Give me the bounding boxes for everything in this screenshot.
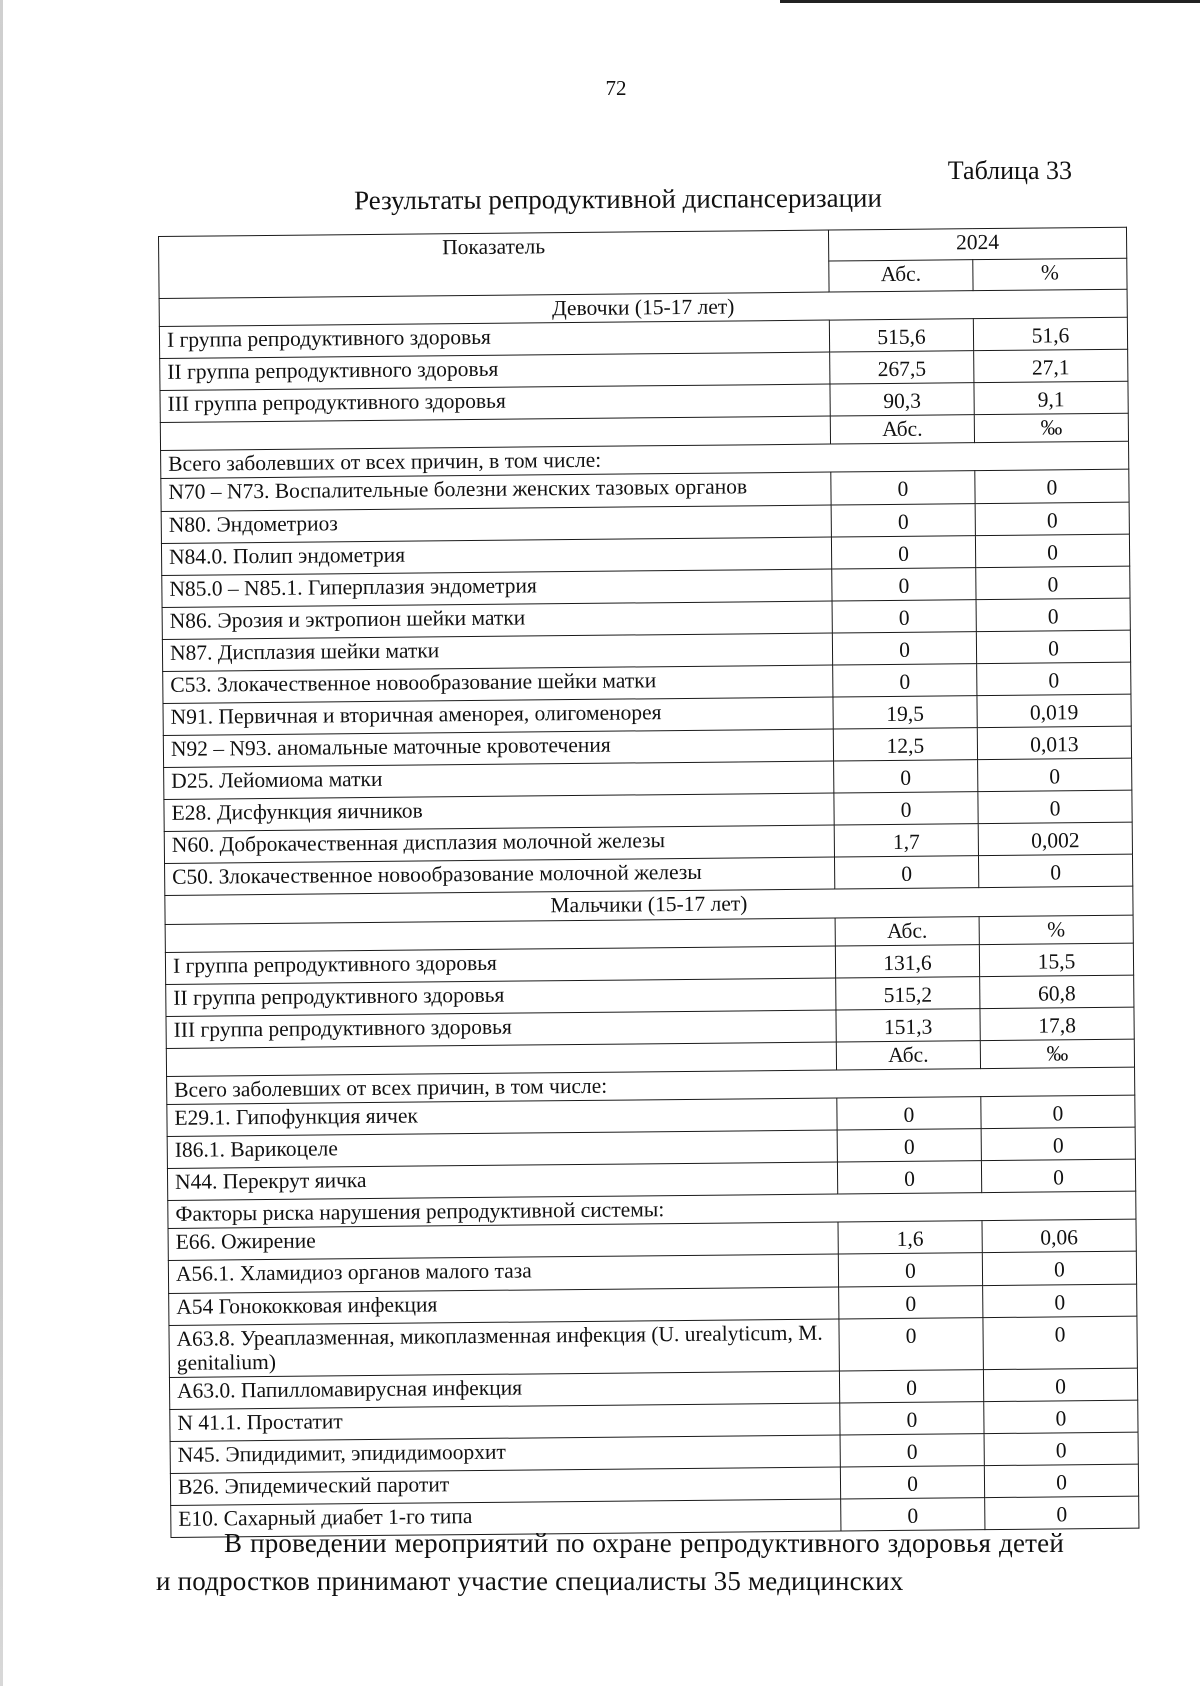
boys-abs-header: Абс.: [835, 916, 979, 945]
rate-value-text: 0: [1050, 860, 1062, 885]
row-label: I группа репродуктивного здоровья: [159, 320, 829, 359]
row-label: N45. Эпидидимит, эпидидимоорхит: [170, 1435, 840, 1474]
row-rate-value: [981, 1095, 1135, 1129]
row-rate-value: [984, 1432, 1138, 1466]
rate-value-text: 0: [1049, 796, 1061, 821]
abs-value-text: 131,6: [883, 950, 932, 975]
page-number: 72: [605, 76, 627, 100]
row-abs-value: [838, 1253, 982, 1286]
rate-value-text: 9,1: [1037, 387, 1065, 412]
row-label: N92 – N93. аномальные маточные кровотечения: [163, 729, 833, 768]
row-rate-value: [984, 1464, 1138, 1498]
table-title: Результаты репродуктивной диспансеризации: [353, 182, 882, 216]
abs-header: Абс.: [829, 260, 973, 292]
row-label: II группа репродуктивного здоровья: [160, 352, 830, 391]
row-rate-value: [980, 1007, 1134, 1041]
rate-value-text: 0,019: [1029, 700, 1079, 725]
abs-value-text: 12,5: [886, 733, 925, 759]
row-rate-value: [975, 534, 1129, 568]
abs-value-text: 1,6: [896, 1227, 924, 1252]
row-abs-value: [836, 976, 980, 1009]
row-abs-value: [831, 471, 975, 504]
row-label: E66. Ожирение: [168, 1222, 838, 1261]
risk-factors-label: Факторы риска нарушения репродуктивной системы:: [168, 1191, 1136, 1228]
girls-total-label: Всего заболевших от всех причин, в том числе:: [161, 442, 1129, 479]
rate-value-text: 0: [1053, 1165, 1065, 1190]
row-rate-value: [981, 1127, 1135, 1161]
row-label: E10. Сахарный диабет 1-го типа: [171, 1499, 841, 1538]
rate-value-text: 0: [1054, 1321, 1066, 1347]
abs-value-text: 0: [907, 1503, 919, 1528]
row-abs-value: [831, 535, 975, 568]
abs-value-text: 90,3: [883, 388, 922, 414]
row-abs-value: [839, 1285, 983, 1318]
rate-value-text: 0: [1056, 1470, 1067, 1495]
row-abs-value: [834, 824, 978, 857]
row-abs-value: [838, 1221, 982, 1254]
abs-value-text: 0: [900, 798, 912, 823]
body-paragraph: В проведении мероприятий по охране репродуктивного здоровья детей и подростков принимают участие специалисты 35 медицинских: [156, 1528, 1064, 1596]
row-label: II группа репродуктивного здоровья: [166, 978, 836, 1017]
row-abs-value: [834, 792, 978, 825]
rate-value-text: 0: [1047, 572, 1059, 597]
rate-value-text: 0: [1055, 1374, 1067, 1399]
row-abs-value: [840, 1434, 984, 1467]
abs-value-text: 0: [904, 1166, 916, 1192]
rate-value-text: 60,8: [1037, 980, 1076, 1006]
row-label: E29.1. Гипофункция яичек: [167, 1098, 837, 1137]
row-rate-value: [977, 662, 1131, 696]
row-rate-value: [977, 726, 1131, 760]
rate-value-text: 0: [1053, 1257, 1065, 1282]
abs-value-text: 0: [897, 509, 909, 534]
girls-permille-header: ‰: [974, 414, 1128, 444]
row-abs-value: [840, 1466, 984, 1499]
row-label: N70 – N73. Воспалительные болезни женских тазовых органов: [161, 473, 831, 512]
reproductive-results-table: [158, 227, 1139, 1538]
boys-abs-header-2: Абс.: [836, 1041, 980, 1070]
table-label: Таблица 33: [947, 156, 1072, 185]
row-rate-value: [979, 943, 1133, 977]
row-rate-value: [983, 1368, 1137, 1402]
boys-total-label: Всего заболевших от всех причин, в том числе:: [167, 1067, 1135, 1104]
row-abs-value: [834, 856, 978, 889]
rate-value-text: 0: [1055, 1406, 1067, 1431]
row-label: III группа репродуктивного здоровья: [160, 384, 830, 423]
rate-value-text: 0: [1052, 1101, 1064, 1126]
rate-value-text: 0: [1055, 1438, 1067, 1463]
scan-edge-top: [780, 0, 1200, 3]
abs-value-text: 0: [904, 1259, 916, 1284]
rate-value-text: 51,6: [1031, 323, 1070, 348]
rate-value-text: 0,06: [1040, 1225, 1079, 1250]
boys-section-title: Мальчики (15-17 лет): [165, 887, 1133, 924]
abs-value-text: 515,2: [883, 982, 933, 1007]
rate-value-text: 0: [1056, 1502, 1068, 1527]
indicator-header: Показатель: [159, 230, 830, 298]
row-rate-value: [982, 1220, 1136, 1254]
row-abs-value: [839, 1369, 983, 1402]
row-label: D25. Лейомиома матки: [164, 761, 834, 800]
row-abs-value: [832, 567, 976, 600]
row-rate-value: [975, 470, 1129, 504]
row-label: N60. Доброкачественная дисплазия молочной железы: [164, 825, 834, 864]
table-row: [169, 1316, 1137, 1377]
row-abs-value: [829, 319, 973, 352]
row-rate-value: [982, 1252, 1136, 1286]
row-label: N80. Эндометриоз: [161, 505, 831, 544]
abs-value-text: 0: [903, 1134, 915, 1159]
row-abs-value: [837, 1161, 981, 1194]
row-abs-value: [831, 503, 975, 536]
abs-value-text: 0: [899, 669, 911, 694]
rate-value-text: 0: [1047, 540, 1059, 565]
row-abs-value: [840, 1401, 984, 1434]
row-rate-value: [981, 1159, 1135, 1193]
rate-value-text: 0,002: [1031, 828, 1080, 853]
abs-value-text: 0: [906, 1439, 918, 1464]
row-label: N44. Перекрут яичка: [167, 1162, 837, 1201]
row-abs-value: [830, 351, 974, 384]
row-label: B26. Эпидемический паротит: [170, 1467, 840, 1506]
row-abs-value: [833, 696, 977, 729]
row-label: I группа репродуктивного здоровья: [165, 946, 835, 985]
row-rate-value: [975, 502, 1129, 536]
row-rate-value: [973, 317, 1127, 351]
girls-abs-header: Абс.: [830, 415, 974, 444]
row-rate-value: [976, 566, 1130, 600]
row-label: C50. Злокачественное новообразование молочной железы: [165, 857, 835, 896]
row-abs-value: [837, 1129, 981, 1162]
scan-edge-left: [0, 0, 3, 1686]
row-label: A63.0. Папилломавирусная инфекция: [169, 1371, 839, 1410]
row-abs-value: [833, 664, 977, 697]
abs-value-text: 0: [906, 1375, 918, 1400]
row-label: I86.1. Варикоцеле: [167, 1130, 837, 1169]
row-label: C53. Злокачественное новообразование шейки матки: [163, 665, 833, 704]
abs-value-text: 0: [905, 1291, 917, 1316]
row-label: N85.0 – N85.1. Гиперплазия эндометрия: [162, 569, 832, 608]
row-abs-value: [834, 760, 978, 793]
row-rate-value: [978, 855, 1132, 889]
row-label: A54 Гонококковая инфекция: [169, 1287, 839, 1326]
abs-value-text: 0: [898, 541, 910, 566]
row-label: E28. Дисфункция яичников: [164, 793, 834, 832]
abs-value-text: 267,5: [877, 356, 927, 382]
row-abs-value: [833, 728, 977, 761]
row-abs-value: [830, 383, 974, 416]
row-label: N86. Эрозия и эктропион шейки матки: [162, 601, 832, 640]
row-abs-value: [835, 944, 979, 977]
percent-header: %: [973, 258, 1127, 290]
row-abs-value: [839, 1317, 983, 1371]
abs-value-text: 1,7: [892, 830, 920, 855]
row-rate-value: [978, 758, 1132, 792]
row-abs-value: [832, 599, 976, 632]
abs-value-text: 0: [898, 605, 910, 630]
abs-value-text: 0: [903, 1102, 915, 1127]
rate-value-text: 27,1: [1031, 355, 1070, 380]
row-rate-value: [977, 694, 1131, 728]
rate-value-text: 0: [1046, 507, 1058, 533]
row-label: III группа репродуктивного здоровья: [166, 1010, 836, 1049]
year-header: 2024: [828, 227, 1126, 261]
abs-value-text: 0: [898, 573, 910, 598]
abs-value-text: 515,6: [877, 324, 926, 350]
row-label: N87. Дисплазия шейки матки: [162, 633, 832, 672]
row-label: A56.1. Хламидиоз органов малого таза: [168, 1254, 838, 1293]
boys-percent-header: %: [979, 915, 1133, 945]
rate-value-text: 0: [1047, 604, 1059, 629]
rate-value-text: 0: [1054, 1289, 1066, 1314]
abs-value-text: 0: [899, 637, 910, 662]
rate-value-text: 0,013: [1030, 732, 1079, 757]
row-rate-value: [980, 975, 1134, 1009]
rate-value-text: 15,5: [1037, 948, 1076, 974]
abs-value-text: 151,3: [883, 1014, 933, 1039]
abs-value-text: 0: [905, 1323, 917, 1348]
row-label: N 41.1. Простатит: [170, 1403, 840, 1442]
row-rate-value: [984, 1400, 1138, 1434]
rate-value-text: 0: [1049, 764, 1061, 789]
abs-value-text: 0: [900, 765, 912, 791]
rate-value-text: 0: [1052, 1133, 1064, 1158]
row-rate-value: [978, 790, 1132, 824]
row-label: N91. Первичная и вторичная аменорея, олигоменорея: [163, 697, 833, 736]
abs-value-text: 0: [901, 862, 913, 887]
rate-value-text: 0: [1048, 668, 1060, 693]
abs-value-text: 0: [906, 1407, 918, 1432]
abs-value-text: 0: [907, 1471, 919, 1496]
row-abs-value: [836, 1008, 980, 1041]
rate-value-text: 17,8: [1038, 1013, 1077, 1038]
row-rate-value: [976, 630, 1130, 664]
boys-permille-header: ‰: [980, 1039, 1134, 1069]
row-rate-value: [974, 381, 1128, 415]
row-rate-value: [978, 823, 1132, 857]
rate-value-text: 0: [1048, 636, 1059, 661]
row-rate-value: [974, 349, 1128, 383]
row-abs-value: [837, 1097, 981, 1130]
row-rate-value: [983, 1316, 1137, 1370]
rate-value-text: 0: [1046, 475, 1058, 500]
row-abs-value: [832, 632, 976, 665]
row-rate-value: [983, 1284, 1137, 1318]
abs-value-text: 0: [897, 477, 909, 502]
abs-value-text: 19,5: [886, 701, 925, 727]
row-rate-value: [976, 598, 1130, 632]
girls-section-title: Девочки (15-17 лет): [159, 289, 1127, 326]
row-label: N84.0. Полип эндометрия: [161, 537, 831, 576]
row-label: A63.8. Уреаплазменная, микоплазменная инфекция (U. urealyticum, M. genitalium): [169, 1319, 839, 1378]
